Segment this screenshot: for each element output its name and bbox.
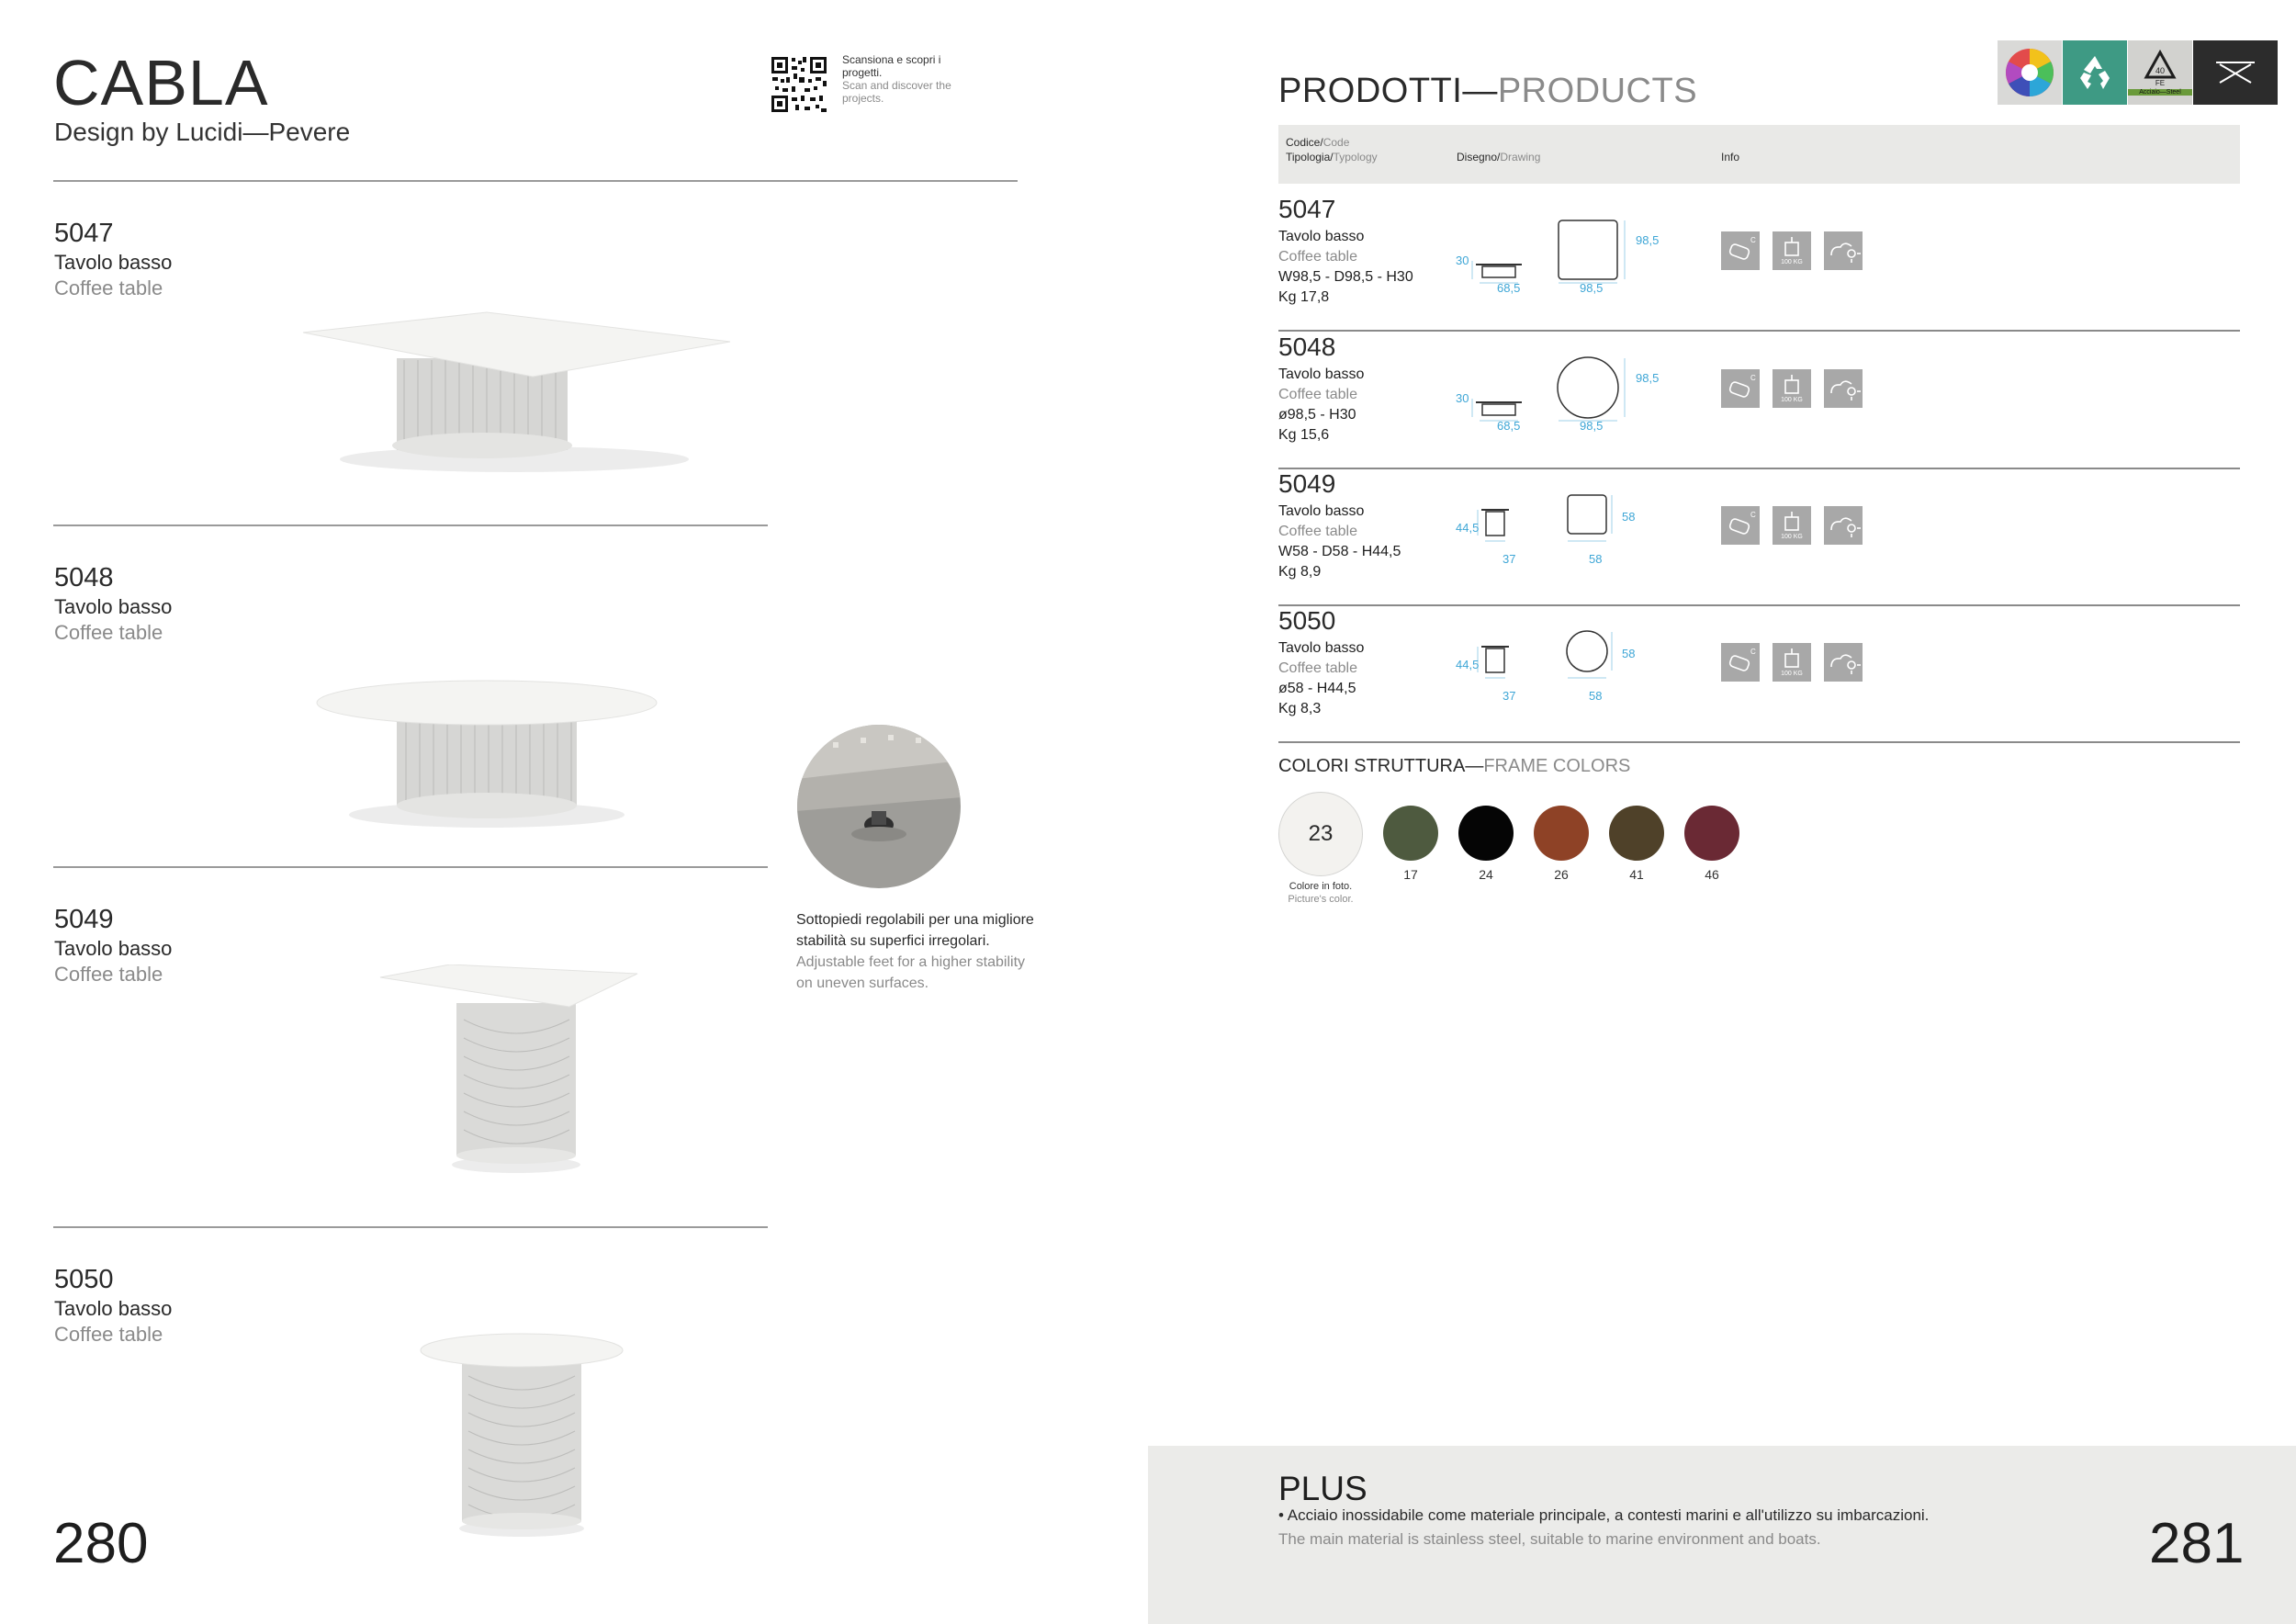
divider [53,524,768,526]
products-title-en: PRODUCTS [1497,72,1698,110]
weight-capacity-icon [1773,231,1811,270]
row-divider [1278,741,2240,743]
product-label-5048 [54,563,172,645]
row-name-it: Tavolo basso [1278,367,1365,382]
weight-capacity-label: 100 KG [1781,534,1803,540]
divider [53,180,1018,182]
featured-color-code: 23 [1308,821,1334,846]
qr-code-icon[interactable] [770,55,828,114]
table-header [1278,125,2240,184]
row-name-en: Coffee table [1278,249,1357,265]
dim-top-depth: 58 [1622,510,1636,524]
fe-label: FE [2155,79,2166,87]
qr-caption-it: Scansiona e scopri i progetti. [842,53,941,79]
dim-height: 30 [1456,391,1469,405]
color-wheel-icon [1998,40,2062,105]
row-divider [1278,330,2240,332]
svg-text:C: C [1750,648,1756,656]
product-name-en: Coffee table [54,621,163,644]
plus-text-it: • Acciaio inossidabile come materiale principale, a contesti marini e all'utilizzo su imbarcazioni. [1278,1506,1930,1524]
dim-top-width: 58 [1589,552,1603,566]
row-code: 5049 [1278,469,1336,498]
color-code-label: 26 [1554,867,1569,882]
product-image-5049 [377,964,652,1176]
header-typology-it: Tipologia/ [1286,151,1334,164]
color-code-label: 41 [1629,867,1644,882]
color-swatch-featured[interactable] [1278,792,1363,876]
color-swatch-46[interactable] [1684,806,1739,861]
product-name-it: Tavolo basso [54,251,173,274]
stainless-steel-icon [1721,506,1760,545]
plus-text-en: The main material is stainless steel, suitable to marine environment and boats. [1278,1530,1821,1548]
designer-subtitle: Design by Lucidi—Pevere [54,118,351,146]
dim-top-width: 98,5 [1580,281,1604,295]
outdoor-weather-icon [1824,643,1863,682]
row-details [1278,502,1462,582]
product-image-5050 [413,1330,634,1541]
dim-front: 68,5 [1497,281,1521,295]
color-swatch-24[interactable] [1458,806,1514,861]
row-code: 5050 [1278,606,1336,635]
weight-capacity-icon [1773,369,1811,408]
header-typology [1286,151,1378,164]
color-code-label: 17 [1403,867,1418,882]
table-row [1278,469,2240,606]
product-name-it: Tavolo basso [54,595,173,618]
product-label-5050 [54,1265,172,1347]
color-code-label: 24 [1479,867,1493,882]
row-name-en: Coffee table [1278,524,1357,539]
detail-caption-en: Adjustable feet for a higher stability on uneven surfaces. [796,954,1026,991]
row-name-it: Tavolo basso [1278,640,1365,656]
row-dimensions: W98,5 - D98,5 - H30 [1278,269,1413,285]
row-dimensions: ø98,5 - H30 [1278,407,1356,423]
detail-caption-it: Sottopiedi regolabili per una migliore stabilità su superfici irregolari. [796,912,1034,949]
svg-text:C: C [1750,374,1756,382]
color-swatch-17[interactable] [1383,806,1438,861]
steel-label: Acciaio—Steel [2128,89,2192,96]
product-name-en: Coffee table [54,276,163,299]
product-name-en: Coffee table [54,1323,163,1346]
header-drawing-en: Drawing [1500,151,1541,164]
outdoor-weather-icon [1824,231,1863,270]
header-drawing-it: Disegno/ [1457,151,1501,164]
row-details [1278,638,1462,719]
header-info: Info [1721,151,1740,164]
stainless-steel-icon [1721,369,1760,408]
weight-capacity-icon [1773,643,1811,682]
stainless-steel-icon [1721,643,1760,682]
row-dimensions: ø58 - H44,5 [1278,681,1356,696]
table-row [1278,195,2240,332]
dim-height: 44,5 [1456,658,1480,671]
featured-color-caption [1269,880,1372,906]
header-code-it: Codice/ [1286,136,1323,149]
row-name-it: Tavolo basso [1278,503,1365,519]
dim-front: 37 [1503,689,1516,703]
dim-height: 44,5 [1456,521,1480,535]
dim-top-width: 98,5 [1580,419,1604,433]
row-details [1278,227,1462,308]
svg-text:C: C [1750,511,1756,519]
row-details [1278,365,1462,445]
table-row [1278,606,2240,743]
color-code-label: 46 [1705,867,1719,882]
row-code: 5047 [1278,195,1336,223]
dim-top-width: 58 [1589,689,1603,703]
header-code [1286,136,1349,149]
weight-capacity-label: 100 KG [1781,671,1803,677]
product-image-5048 [303,657,670,831]
divider [53,1226,768,1228]
product-code: 5049 [54,905,114,934]
row-name-en: Coffee table [1278,387,1357,402]
title-dash: — [1462,72,1498,110]
header-drawing [1457,151,1540,164]
colors-title-it: COLORI STRUTTURA [1278,756,1466,776]
frame-colors-title [1278,756,1630,777]
divider [53,866,768,868]
outdoor-weather-icon [1824,506,1863,545]
svg-text:40: 40 [2155,66,2166,75]
qr-caption-en: Scan and discover the projects. [842,79,951,105]
collection-title: CABLA [53,47,269,118]
products-section-title [1278,72,1697,111]
outdoor-weather-icon [1824,369,1863,408]
stainless-steel-icon [1721,231,1760,270]
dim-front: 37 [1503,552,1516,566]
row-code: 5048 [1278,333,1336,361]
row-weight: Kg 15,6 [1278,427,1330,443]
row-drawing [1458,477,1705,578]
cross-logo-icon [2193,40,2278,105]
colors-title-en: FRAME COLORS [1483,756,1631,776]
header-code-en: Code [1322,136,1350,149]
dim-top-depth: 98,5 [1636,233,1660,247]
row-drawing [1458,614,1705,715]
color-swatch-41[interactable] [1609,806,1664,861]
dim-top-depth: 58 [1622,647,1636,660]
product-image-5047 [285,276,744,478]
color-swatch-26[interactable] [1534,806,1589,861]
detail-photo-adjustable-feet [796,724,962,889]
svg-text:C: C [1750,236,1756,244]
page-number-right: 281 [2149,1512,2245,1575]
weight-capacity-label: 100 KG [1781,397,1803,403]
recycle-icon [2063,40,2127,105]
product-code: 5047 [54,219,114,248]
products-title-it: PRODOTTI [1278,72,1463,110]
weight-capacity-icon [1773,506,1811,545]
steel-recycling-icon [2128,40,2192,105]
header-typology-en: Typology [1333,151,1378,164]
row-weight: Kg 17,8 [1278,289,1330,305]
detail-caption [796,909,1035,994]
weight-capacity-label: 100 KG [1781,259,1803,265]
product-code: 5050 [54,1265,114,1294]
dim-top-depth: 98,5 [1636,371,1660,385]
product-name-it: Tavolo basso [54,937,173,960]
product-name-it: Tavolo basso [54,1297,173,1320]
page-number-left: 280 [53,1512,149,1575]
material-icons-strip [1998,40,2279,105]
plus-title: PLUS [1278,1470,1367,1507]
featured-caption-it: Colore in foto. [1289,881,1353,892]
dim-height: 30 [1456,254,1469,267]
product-name-en: Coffee table [54,963,163,986]
dim-front: 68,5 [1497,419,1521,433]
row-weight: Kg 8,9 [1278,564,1322,580]
row-weight: Kg 8,3 [1278,701,1322,716]
row-dimensions: W58 - D58 - H44,5 [1278,544,1401,559]
product-label-5047 [54,219,172,300]
table-row [1278,333,2240,469]
qr-caption [842,53,952,105]
featured-caption-en: Picture's color. [1288,894,1354,905]
colors-title-dash: — [1465,756,1484,776]
product-label-5049 [54,905,172,987]
product-code: 5048 [54,563,114,592]
row-name-it: Tavolo basso [1278,229,1365,244]
row-name-en: Coffee table [1278,660,1357,676]
